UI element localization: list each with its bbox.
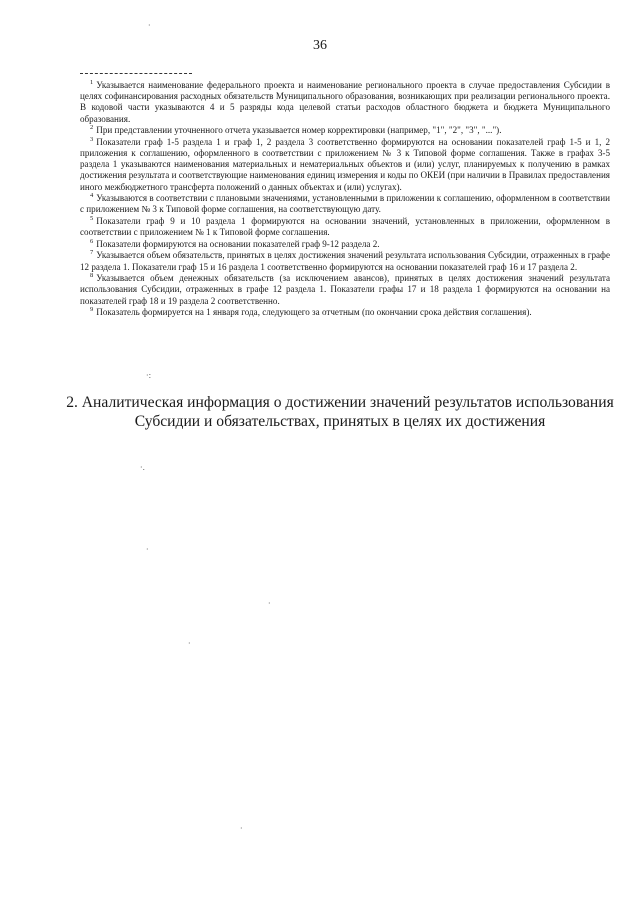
footnote-5 [80, 216, 610, 238]
section-heading [60, 393, 620, 431]
footnote-marker: 2 [90, 124, 94, 132]
footnote-marker: 6 [90, 237, 94, 245]
footnotes [80, 80, 610, 319]
footnote-2 [80, 125, 610, 136]
footnote-8 [80, 273, 610, 307]
footnote-separator [80, 73, 192, 74]
scan-speck: ·. [140, 463, 146, 472]
footnote-marker: 5 [90, 214, 94, 222]
section-heading-line-1: 2. Аналитическая информация о достижении значений результатов использования [66, 394, 614, 411]
footnote-marker: 7 [90, 249, 94, 257]
footnote-text: Указывается объем обязательств, принятых в целях достижения значений результата использования Субсидии, отраженных в графе 12 раздела 1. Показатели граф 15 и 16 раздела 1 соответственно формируются на основании показателей граф 16 и 17 раздела 2. [80, 250, 610, 272]
page-number: 36 [313, 38, 327, 53]
scan-speck: · [148, 21, 151, 30]
footnote-marker: 9 [90, 306, 94, 314]
footnote-marker: 1 [90, 78, 94, 86]
footnote-text: Указывается наименование федерального проекта и наименование регионального проекта в случае предоставления Субсидии в целях софинансирования расходных обязательств Муниципального образования, возникающих при реализации регионального проекта. В кодовой части указываются 4 и 5 разряды кода целевой статьи расходов областного бюджета и бюджета Муниципального образования. [80, 80, 610, 124]
footnote-7 [80, 250, 610, 272]
footnote-text: Указывается объем денежных обязательств (за исключением авансов), принятых в целях достижения значений результата использования Субсидии, отраженных в графе 12 раздела 1. Показатели графы 17 и 18 раздела 1 формируются на основании на показателей граф 18 и 19 раздела 2 соответственно. [80, 273, 610, 306]
footnote-text: Показатели формируются на основании показателей граф 9-12 раздела 2. [96, 238, 380, 249]
footnote-marker: 4 [90, 192, 94, 200]
footnote-6 [80, 239, 610, 250]
footnote-text: Указываются в соответствии с плановыми значениями, установленными в приложении к соглашению, оформленном в соответствии с приложением № 3 к Типовой форме соглашения, на соответствующую дату. [80, 193, 610, 215]
scan-speck: ·: [146, 371, 152, 380]
footnote-3 [80, 137, 610, 193]
scan-speck: · [146, 545, 149, 554]
scan-speck: · [240, 824, 243, 833]
footnote-4 [80, 193, 610, 215]
scan-speck: · [268, 599, 271, 608]
footnote-text: Показатель формируется на 1 января года, следующего за отчетным (по окончании срока действия соглашения). [96, 307, 532, 318]
footnote-marker: 8 [90, 272, 94, 280]
footnote-text: Показатели граф 1-5 раздела 1 и граф 1, 2 раздела 3 соответственно формируются на основании показателей граф 1-5 и 1, 2 приложения к соглашению, оформленного в соответствии с приложением № 3 к Типовой форме соглашения. Также в графах 3-5 раздела 1 указываются наименования материальных и нематериальных объектов и (или) услуг, планируемых к получению в рамках достижения результата и соответствующие наименования единиц измерения и коды по ОКЕИ (при наличии в Правилах предоставления иного межбюджетного трансферта положений о данных объектах и (или) услугах). [80, 136, 610, 192]
footnote-text: Показатели граф 9 и 10 раздела 1 формируются на основании значений, установленных в приложении, оформленном в соответствии с приложением № 1 к Типовой форме соглашения. [80, 216, 610, 238]
footnote-text: При представлении уточненного отчета указывается номер корректировки (например, "1", "2", "3", "..."). [96, 125, 502, 136]
footnote-1 [80, 80, 610, 125]
footnote-marker: 3 [90, 135, 94, 143]
section-heading-line-2: Субсидии и обязательствах, принятых в целях их достижения [134, 413, 546, 430]
footnote-9 [80, 307, 610, 318]
scan-speck: · [188, 639, 191, 648]
